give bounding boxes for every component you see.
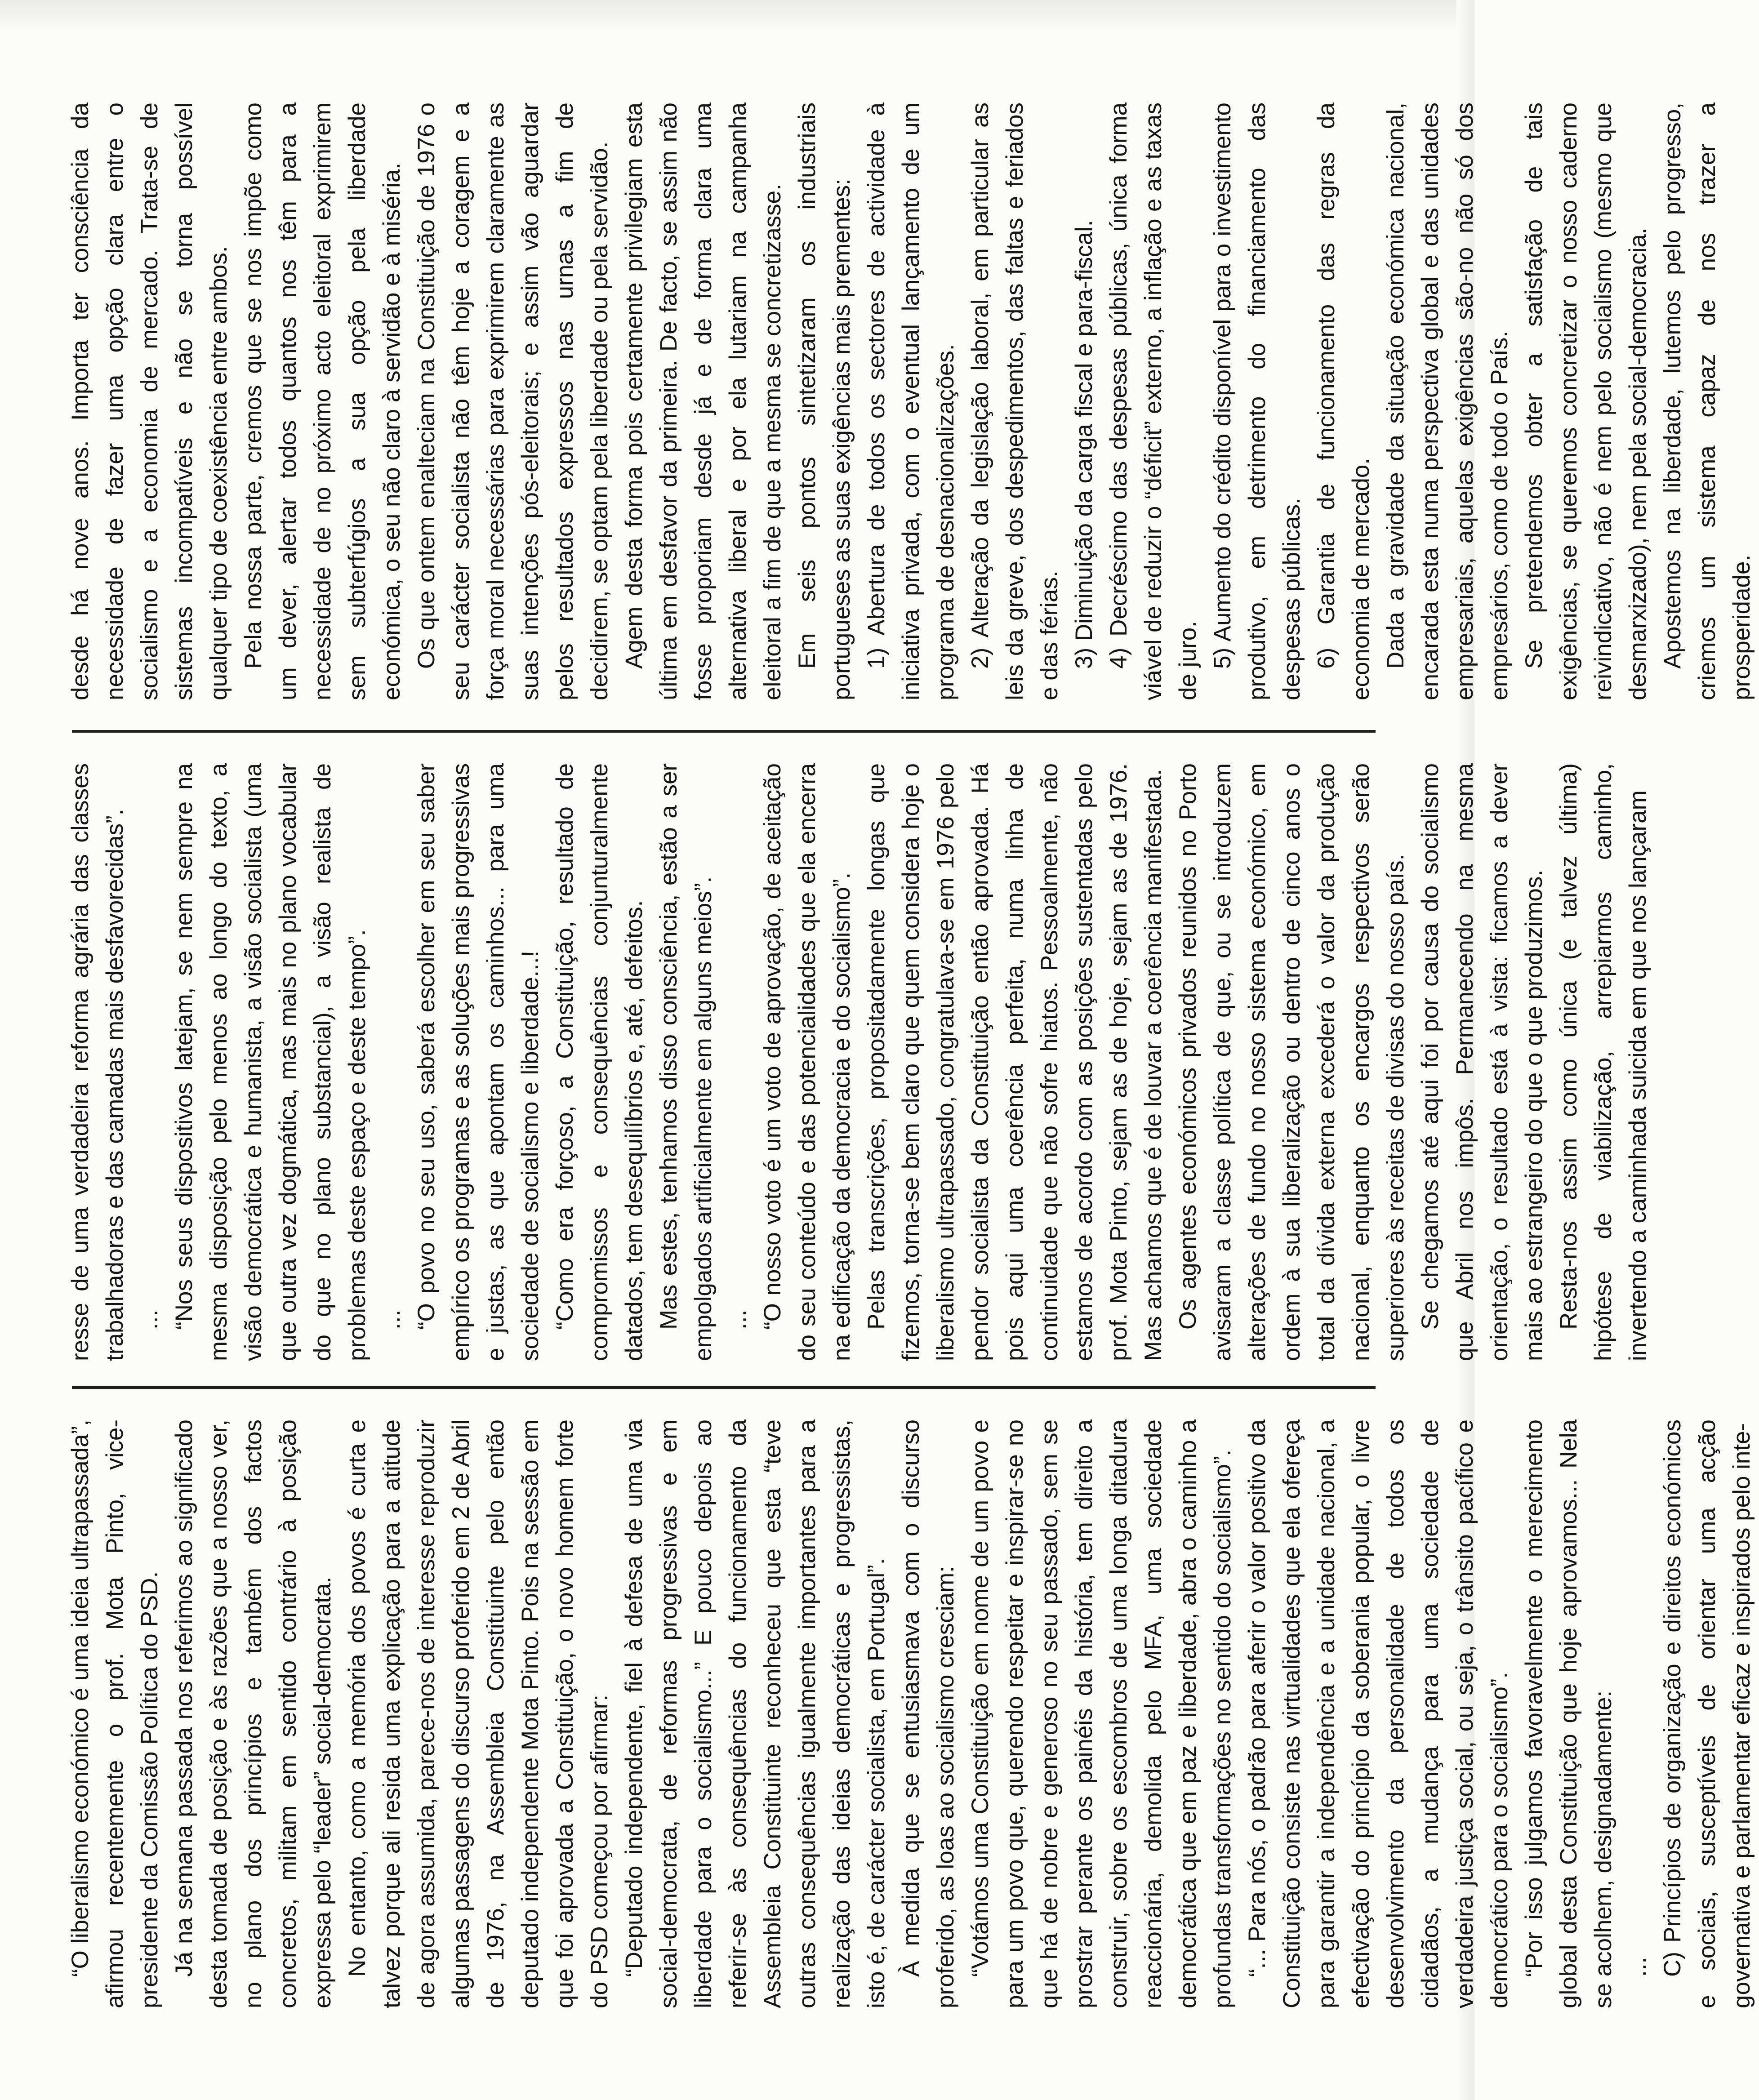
rotated-newspaper-clipping — [63, 102, 1755, 2008]
paragraph: “O nosso voto é um voto de aprovação, de aceitação do seu conteúdo e das potencialidades que ela encerra na edificação da democracia e do socialismo”. — [759, 763, 855, 1361]
paragraph: “O liberalismo económico é uma ideia ultrapassada”, afirmou recentemente o prof. Mota Pinto, vice-presidente da Comissão Política do PSD. — [67, 1419, 163, 2008]
paragraph: Pela nossa parte, cremos que se nos impõe como um dever, alertar todos quantos nos têm para a necessidade de no próximo acto eleitoral exprimirem sem subterfúgios a sua opção pela liberdade económica, o seu não claro à servidão e à miséria. — [240, 102, 405, 700]
paragraph: Os agentes económicos privados reunidos no Porto avisaram a classe política de que, ou se introduzem alterações de fundo no nosso sistema económico, em ordem à sua liberalização ou dentro de cinco anos o total da dívida externa excederá o valor da produção nacional, enquanto os encargos respectivos serão superiores às receitas de divisas do nosso país. — [1175, 763, 1409, 1361]
list-item: 6) Garantia de funcionamento das regras da economia de mercado. — [1313, 102, 1374, 700]
column-divider — [72, 1386, 1376, 1389]
article-body — [63, 102, 1755, 2008]
ellipsis-line: ... — [1625, 1957, 1651, 1977]
paragraph: Em seis pontos sintetizaram os industriais portugueses as suas exigências mais prementes: — [794, 102, 855, 700]
paragraph: C) Princípios de organização e direitos económicos e sociais, susceptíveis de orientar uma acção governativa e parlamentar eficaz e inspirados pelo inte- — [1659, 1419, 1755, 2008]
paragraph: “Por isso julgamos favoravelmente o merecimento global desta Constituição que hoje aprovamos... Nela se acolhem, designadamente: — [1521, 1419, 1616, 2008]
paragraph: Agem desta forma pois certamente privilegiam esta última em desfavor da primeira. De facto, se assim não fosse proporiam desde já e de forma clara uma alternativa liberal e por ela lutariam na campanha eleitoral a fim de que a mesma se concretizasse. — [621, 102, 786, 700]
paragraph: “... Para nós, o padrão para aferir o valor positivo da Constituição consiste nas virtualidades que ela ofereça para garantir a independência e a unidade nacional, a efectivação do princípio da soberania popular, o livre desenvolvimento da personalidade de todos os cidadãos, a mudança para uma sociedade de verdadeira justiça social, ou seja, o trânsito pacífico e democrático para o socialismo”. — [1244, 1419, 1513, 2008]
paragraph: “Votámos uma Constituição em nome de um povo e para um povo que, querendo respeitar e inspirar-se no que há de nobre e generoso no seu passado, sem se prostrar perante os painéis da história, tem direito a construir, sobre os escombros de uma longa ditadura reaccionária, demolida pelo MFA, uma sociedade democrática que em paz e liberdade, abra o caminho a profundas transformações no sentido do socialismo”. — [967, 1419, 1236, 2008]
article-column-2 — [63, 763, 1651, 1361]
scan-shadow-top — [0, 0, 1474, 31]
ellipsis-line: ... — [725, 1309, 751, 1330]
list-item: 3) Diminuição da carga fiscal e para-fiscal. — [1071, 220, 1097, 669]
paragraph: No entanto, como a memória dos povos é curta e talvez porque ali resida uma explicação para a atitude de agora assumida, parece-nos de interesse reproduzir algumas passagens do discurso proferido em 2 de Abril de 1976, na Assembleia Constituinte pelo então deputado independente Mota Pinto. Pois na sessão em que foi aprovada a Constituição, o novo homem forte do PSD começou por afirmar: — [344, 1419, 613, 2008]
paragraph: “Deputado independente, fiel à defesa de uma via social-democrata, de reformas progressivas e em liberdade para o socialismo...” E pouco depois ao referir-se às consequências do funcionamento da Assembleia Constituinte reconheceu que esta “teve outras consequências igualmente importantes para a realização das ideias democráticas e progressistas, isto é, de carácter socialista, em Portugal”. — [621, 1419, 890, 2008]
paragraph: Se pretendemos obter a satisfação de tais exigências, se queremos concretizar o nosso caderno reivindicativo, não é nem pelo socialismo (mesmo que desmarxizado), nem pela social-democracia. — [1521, 102, 1651, 700]
paragraph: À medida que se entusiasmava com o discurso proferido, as loas ao socialismo cresciam: — [898, 1419, 959, 2008]
paragraph: Apostemos na liberdade, lutemos pelo progresso, criemos um sistema capaz de nos trazer a prosperidade. — [1659, 102, 1755, 700]
paragraph: Dada a gravidade da situação económica nacional, encarada esta numa perspectiva global e das unidades empresariais, aquelas exigências são-no não só dos empresários, como de todo o País. — [1382, 102, 1513, 700]
paragraph: desde há nove anos. Importa ter consciência da necessidade de fazer uma opção clara entre o socialismo e a economia de mercado. Trata-se de sistemas incompatíveis e não se torna possível qualquer tipo de coexistência entre ambos. — [67, 102, 232, 700]
paragraph: Resta-nos assim como única (e talvez última) hipótese de viabilização, arrepiarmos caminho, invertendo a caminhada suicida em que nos lançaram — [1555, 763, 1651, 1361]
ellipsis-line: ... — [136, 1309, 163, 1330]
paragraph: “O povo no seu uso, saberá escolher em seu saber empírico os programas e as soluções mais progressivas e justas, as que apontam os caminhos... para uma sociedade de socialismo e liberdade...! — [413, 763, 543, 1361]
list-item: 4) Decréscimo das despesas públicas, única forma viável de reduzir o “déficit” externo, a inflação e as taxas de juro. — [1105, 102, 1201, 700]
article-column-1 — [63, 1419, 1755, 2008]
paragraph: “Como era forçoso, a Constituição, resultado de compromissos e consequências conjunturalmente datados, tem desequilíbrios e, até, defeitos. — [552, 763, 647, 1361]
paragraph: resse de uma verdadeira reforma agrária das classes trabalhadoras e das camadas mais desfavorecidas”. — [67, 763, 128, 1361]
ellipsis-line: ... — [379, 1309, 405, 1330]
article-column-3 — [63, 102, 1755, 700]
paragraph: Já na semana passada nos referimos ao significado desta tomada de posição e às razões que a nosso ver, no plano dos princípios e também dos factos concretos, militam em sentido contrário à posição expressa pelo “leader” social-democrata. — [171, 1419, 336, 2008]
list-item: 5) Aumento do crédito disponível para o investimento produtivo, em detrimento do financiamento das despesas públicas. — [1209, 102, 1305, 700]
paragraph: Os que ontem enalteciam na Constituição de 1976 o seu carácter socialista não têm hoje a coragem e a força moral necessárias para exprimirem claramente as suas intenções pós-eleitorais; e assim vão aguardar pelos resultados expressos nas urnas a fim de decidirem, se optam pela liberdade ou pela servidão. — [413, 102, 613, 700]
paragraph: “Nos seus dispositivos latejam, se nem sempre na mesma disposição pelo menos ao longo do texto, a visão democrática e humanista, a visão socialista (uma que outra vez dogmática, mas mais no plano vocabular do que no plano substancial), a visão realista de problemas deste espaço e deste tempo”. — [171, 763, 370, 1361]
column-divider — [72, 730, 1376, 733]
paragraph: Se chegamos até aqui foi por causa do socialismo que Abril nos impôs. Permanecendo na mesma orientação, o resultado está à vista: ficamos a dever mais ao estrangeiro do que o que produzimos. — [1417, 763, 1547, 1361]
list-item: 2) Alteração da legislação laboral, em particular as leis da greve, dos despedimentos, das faltas e feriados e das férias. — [967, 102, 1063, 700]
paragraph: Pelas transcrições, propositadamente longas que fizemos, torna-se bem claro que quem considera hoje o liberalismo ultrapassado, congratulava-se em 1976 pelo pendor socialista da Constituição então aprovada. Há pois aqui uma coerência perfeita, numa linha de continuidade que não sofre hiatos. Pessoalmente, não estamos de acordo com as posições sustentadas pelo prof. Mota Pinto, sejam as de hoje, sejam as de 1976. Mas achamos que é de louvar a coerência manifestada. — [863, 763, 1167, 1361]
list-item: 1) Abertura de todos os sectores de actividade à iniciativa privada, com o eventual lançamento de um programa de desnacionalizações. — [863, 102, 959, 700]
paragraph: Mas estes, tenhamos disso consciência, estão a ser empolgados artificialmente em alguns meios”. — [655, 763, 717, 1361]
